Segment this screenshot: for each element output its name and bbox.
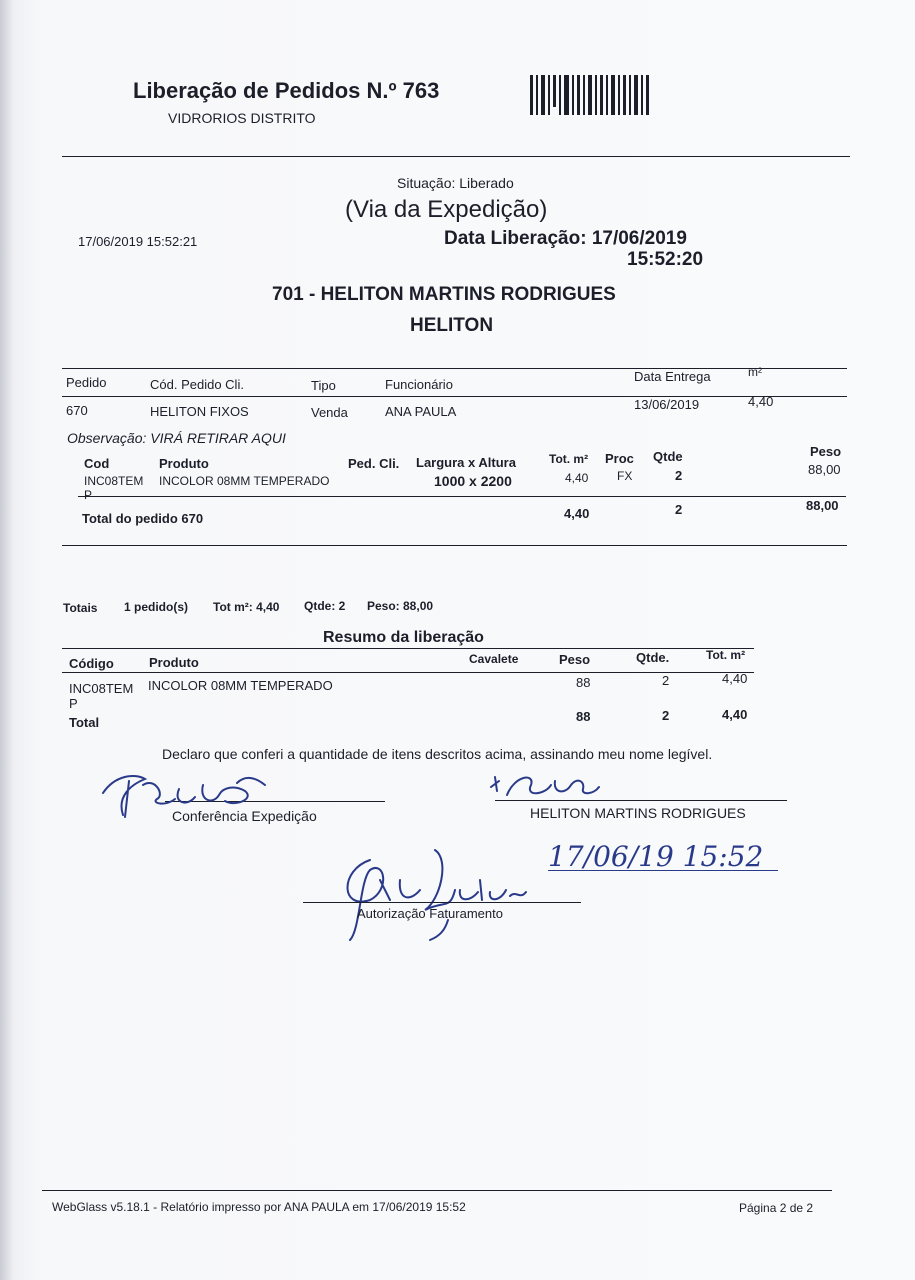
col-data-entrega: Data Entrega <box>634 369 711 384</box>
summary-title: Resumo da liberação <box>323 629 484 646</box>
summary-codigo: INC08TEM <box>69 681 134 696</box>
items-col-peso: Peso <box>810 444 842 459</box>
via-title: (Via da Expedição) <box>345 196 548 223</box>
items-col-cod: Cod <box>84 456 110 471</box>
order-m2: 4,40 <box>748 394 774 409</box>
order-funcionario: ANA PAULA <box>385 404 457 419</box>
col-m2: m² <box>748 365 762 379</box>
order-cod-pedido-cli: HELITON FIXOS <box>150 404 249 419</box>
item-cod: INC08TEM <box>84 474 144 488</box>
order-tipo: Venda <box>311 405 348 420</box>
totals-qtde: Qtde: 2 <box>304 599 346 613</box>
summary-total-m2: 4,40 <box>722 707 748 722</box>
totals-m2: Tot m²: 4,40 <box>213 600 280 614</box>
observation: Observação: VIRÁ RETIRAR AQUI <box>67 430 286 446</box>
summary-top-line <box>62 648 754 649</box>
authorization-signature <box>330 840 550 955</box>
order-total-label: Total do pedido 670 <box>82 511 204 526</box>
handwritten-date-underline <box>548 870 778 871</box>
order-header-bottom-line <box>62 396 847 397</box>
order-data-entrega: 13/06/2019 <box>634 397 700 412</box>
order-total-peso: 88,00 <box>806 498 839 513</box>
company-name: VIDRORIOS DISTRITO <box>168 110 316 126</box>
items-col-qtde: Qtde <box>653 449 683 464</box>
barcode-graphic <box>530 75 650 117</box>
totals-peso: Peso: 88,00 <box>367 599 434 613</box>
order-total-m2: 4,40 <box>564 506 590 521</box>
client-short-name: HELITON <box>410 315 494 336</box>
summary-qtde: 2 <box>662 673 670 688</box>
barcode <box>530 75 650 117</box>
footer-text: WebGlass v5.18.1 - Relatório impresso por ANA PAULA em 17/06/2019 15:52 <box>52 1200 466 1214</box>
conference-label: Conferência Expedição <box>172 808 317 824</box>
client-signature <box>485 765 625 810</box>
summary-col-tot-m2: Tot. m² <box>706 648 746 662</box>
item-dimensions: 1000 x 2200 <box>434 473 512 489</box>
items-col-ped-cli: Ped. Cli. <box>348 456 400 471</box>
printed-at: 17/06/2019 15:52:21 <box>78 234 198 249</box>
release-date: Data Liberação: 17/06/2019 <box>444 228 687 249</box>
footer-line <box>42 1190 832 1191</box>
summary-col-peso: Peso <box>559 652 591 667</box>
summary-col-codigo: Código <box>69 656 114 671</box>
items-total-line <box>78 496 846 497</box>
summary-tot-m2: 4,40 <box>722 671 748 686</box>
col-pedido: Pedido <box>66 375 107 390</box>
release-time: 15:52:20 <box>627 249 704 270</box>
status-text: Situação: Liberado <box>397 175 514 191</box>
client-name: 701 - HELITON MARTINS RODRIGUES <box>272 284 616 305</box>
col-funcionario: Funcionário <box>385 377 453 392</box>
authorization-signature-scribble <box>330 840 550 950</box>
page-number: Página 2 de 2 <box>739 1201 814 1215</box>
client-signature-scribble <box>485 765 625 805</box>
item-proc: FX <box>617 469 633 483</box>
col-tipo: Tipo <box>311 378 336 393</box>
item-produto: INCOLOR 08MM TEMPERADO <box>159 474 330 488</box>
summary-total-label: Total <box>69 715 100 730</box>
summary-peso: 88 <box>576 675 591 690</box>
summary-col-produto: Produto <box>149 655 199 670</box>
handwritten-date: 17/06/19 15:52 <box>548 840 764 873</box>
col-cod-pedido-cli: Cód. Pedido Cli. <box>150 377 244 392</box>
items-col-largura-altura: Largura x Altura <box>416 455 516 470</box>
summary-total-qtde: 2 <box>662 708 670 723</box>
authorization-label: Autorização Faturamento <box>357 906 503 921</box>
client-signature-label: HELITON MARTINS RODRIGUES <box>530 805 746 821</box>
declaration-text: Declaro que conferi a quantidade de itens descritos acima, assinando meu nome legível. <box>162 746 713 762</box>
summary-produto: INCOLOR 08MM TEMPERADO <box>148 678 333 693</box>
totals-label: Totais <box>63 601 98 615</box>
item-qtde: 2 <box>675 468 683 483</box>
order-total-qtde: 2 <box>675 502 683 517</box>
order-block-bottom-line <box>62 545 847 546</box>
order-pedido: 670 <box>66 403 88 418</box>
summary-col-qtde: Qtde. <box>636 650 670 665</box>
item-peso: 88,00 <box>808 462 841 477</box>
summary-col-cavalete: Cavalete <box>469 652 519 666</box>
items-col-produto: Produto <box>159 456 209 471</box>
items-col-proc: Proc <box>605 451 634 466</box>
document-title: Liberação de Pedidos N.º 763 <box>133 78 440 103</box>
item-tot-m2: 4,40 <box>565 471 589 485</box>
summary-codigo-cont: P <box>69 696 78 711</box>
item-cod-cont: P <box>84 488 93 502</box>
totals-pedidos: 1 pedido(s) <box>124 600 189 614</box>
items-col-tot-m2: Tot. m² <box>549 452 589 466</box>
authorization-signature-line <box>303 902 581 903</box>
summary-total-peso: 88 <box>576 709 591 724</box>
order-header-top-line <box>62 368 847 369</box>
header-divider <box>62 156 850 157</box>
summary-header-line <box>62 672 754 673</box>
